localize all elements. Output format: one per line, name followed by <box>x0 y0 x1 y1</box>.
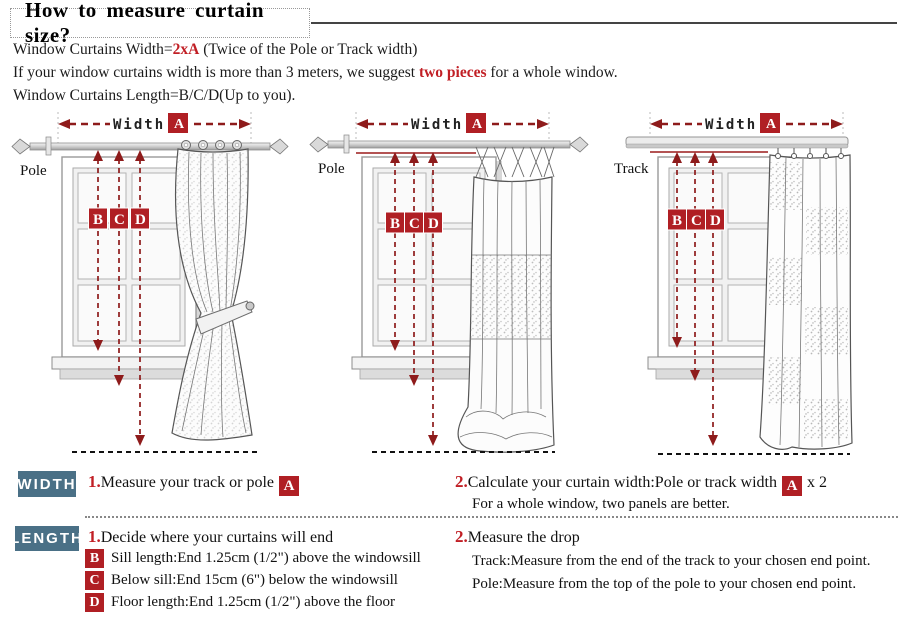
svg-text:D: D <box>135 212 146 228</box>
bcd-badges <box>89 208 150 229</box>
svg-text:C: C <box>691 213 702 229</box>
pole-finial-left-icon <box>12 139 30 154</box>
length-item-b: B Sill length:End 1.25cm (1/2") above the windowsill <box>85 549 421 568</box>
diagram-3-illustration <box>600 107 900 459</box>
intro-text <box>13 38 618 107</box>
length-item-c: C Below sill:End 15cm (6") below the windowsill <box>85 571 398 590</box>
diagram-pole-tabtop <box>300 107 600 459</box>
title-rule <box>311 22 897 24</box>
pole-finial-right-icon <box>270 139 288 154</box>
width-label: Width <box>113 117 166 133</box>
tieback-hook-icon <box>246 302 254 310</box>
badge-b: B <box>85 549 104 568</box>
badge-c: C <box>85 571 104 590</box>
svg-text:B: B <box>672 213 683 229</box>
diagram-pole-grommet <box>0 107 300 459</box>
support-label: Pole <box>318 161 345 177</box>
length-note-track: Track:Measure from the end of the track to your chosen end point. <box>472 553 871 569</box>
width-arrow-left-icon <box>58 119 70 129</box>
width-label: Width <box>705 117 758 133</box>
svg-text:C: C <box>114 212 125 228</box>
width-step-2-note: For a whole window, two panels are better. <box>472 496 730 512</box>
bcd-badges <box>668 209 725 230</box>
length-section-badge: LENGTH <box>15 526 79 551</box>
page-title-box <box>10 0 310 47</box>
pole-bracket-icon <box>344 135 349 153</box>
intro-highlight-2xa: 2xA <box>172 41 200 58</box>
svg-text:A: A <box>472 117 483 132</box>
width-section-badge: WIDTH <box>18 471 76 497</box>
svg-text:C: C <box>409 216 420 232</box>
svg-text:A: A <box>766 117 777 132</box>
svg-text:B: B <box>390 216 401 232</box>
diagram-1-illustration <box>0 107 300 459</box>
length-item-d: D Floor length:End 1.25cm (1/2") above the floor <box>85 593 395 612</box>
pole-bracket-icon <box>46 137 51 155</box>
length-note-pole: Pole:Measure from the top of the pole to your chosen end point. <box>472 576 857 592</box>
length-step-2: 2.Measure the drop <box>455 527 580 546</box>
svg-text:A: A <box>174 117 185 132</box>
curtain-track <box>626 137 848 148</box>
pole-finial-right-icon <box>570 137 588 152</box>
badge-a: A <box>279 476 299 496</box>
curtain-pleat-striped <box>760 148 852 449</box>
width-step-1: 1.Measure your track or pole A <box>88 472 304 496</box>
badge-d: D <box>85 593 104 612</box>
intro-highlight-two-pieces: two pieces <box>418 64 487 81</box>
intro-line-1: Window Curtains Width=2xA (Twice of the Pole or Track width) <box>13 41 418 58</box>
width-step-2: 2.Calculate your curtain width:Pole or track width A x 2 <box>455 472 827 494</box>
width-label: Width <box>411 117 464 133</box>
svg-text:D: D <box>428 216 439 232</box>
svg-text:D: D <box>710 213 721 229</box>
width-arrow-right-icon <box>239 119 251 129</box>
diagram-track-pleat <box>600 107 900 459</box>
support-label: Track <box>614 161 649 177</box>
page-title: How to measure curtain size? <box>25 0 264 47</box>
svg-text:B: B <box>93 212 104 228</box>
intro-line-3: Window Curtains Length=B/C/D(Up to you). <box>13 87 296 104</box>
pole-finial-left-icon <box>310 137 328 152</box>
bcd-badges <box>386 212 443 233</box>
intro-line-2: If your window curtains width is more than 3 meters, we suggest two pieces for a whole window. <box>13 64 618 81</box>
diagram-2-illustration <box>300 107 600 459</box>
section-separator <box>85 516 898 518</box>
badge-a: A <box>782 476 802 496</box>
curtain-pole <box>328 141 570 148</box>
support-label: Pole <box>20 163 47 179</box>
length-step-1: 1.Decide where your curtains will end <box>88 527 334 546</box>
diagram-row <box>0 107 900 459</box>
